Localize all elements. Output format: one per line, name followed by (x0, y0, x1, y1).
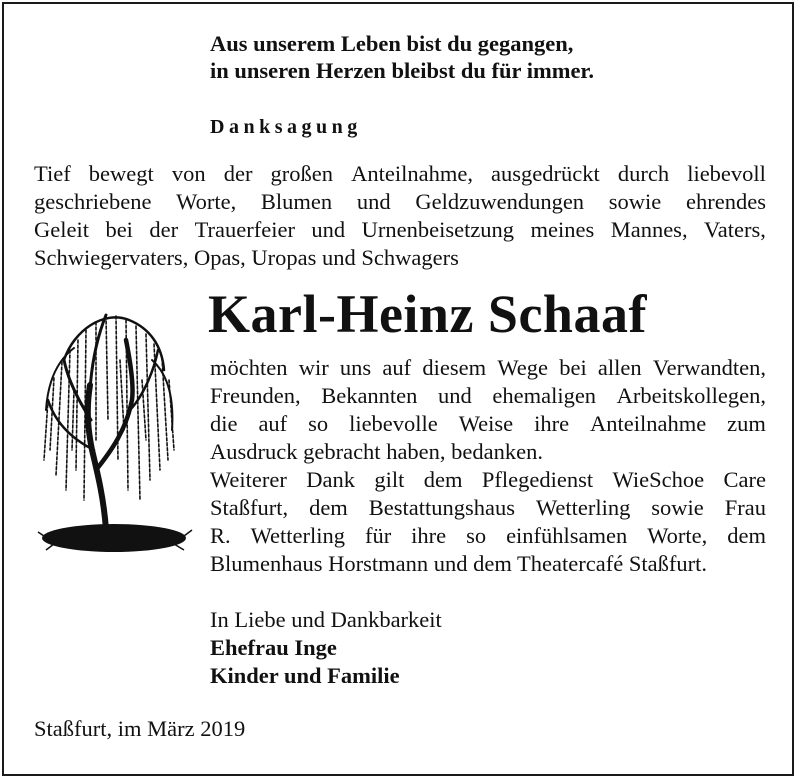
intro-line: Schwiegervaters, Opas, Uropas und Schwagers (34, 245, 459, 270)
deceased-name: Karl-Heinz Schaaf (208, 284, 647, 344)
thanks-line: Blumenhaus Horstmann und dem Theatercafé Staßfurt. (210, 551, 707, 576)
thanks-line: Ausdruck gebracht haben, bedanken. (210, 439, 543, 464)
signer-spouse: Ehefrau Inge (210, 635, 337, 660)
thanks-line: Weiterer Dank gilt dem Pflegedienst WieSchoe Care (210, 467, 766, 492)
closing-block (210, 606, 442, 690)
place-and-date: Staßfurt, im März 2019 (34, 716, 246, 741)
motto (210, 30, 594, 84)
intro-line: Tief bewegt von der großen Anteilnahme, ausgedrückt durch liebevoll (34, 161, 766, 186)
thanks-line: die auf so liebevolle Weise ihre Anteilnahme zum (210, 411, 766, 436)
closing-phrase: In Liebe und Dankbarkeit (210, 607, 442, 632)
motto-line-1: Aus unserem Leben bist du gegangen, (210, 31, 574, 56)
intro-paragraph (34, 160, 766, 272)
motto-line-2: in unseren Herzen bleibst du für immer. (210, 58, 594, 83)
intro-line: geschriebene Worte, Blumen und Geldzuwendungen sowie ehrendes (34, 189, 766, 214)
thanks-line: Freunden, Bekannten und ehemaligen Arbeitskollegen, (210, 383, 766, 408)
thanks-line: Staßfurt, dem Bestattungshaus Wetterling sowie Frau (210, 495, 766, 520)
thanks-line: möchten wir uns auf diesem Wege bei allen Verwandten, (210, 355, 766, 380)
weeping-willow-tree-icon (34, 300, 194, 568)
intro-line: Geleit bei der Trauerfeier und Urnenbeisetzung meines Mannes, Vaters, (34, 217, 766, 242)
thanks-paragraph (210, 354, 766, 578)
heading-danksagung: Danksagung (210, 116, 362, 138)
thanks-line: R. Wetterling für ihre so einfühlsamen Worte, dem (210, 523, 766, 548)
signer-family: Kinder und Familie (210, 663, 400, 688)
